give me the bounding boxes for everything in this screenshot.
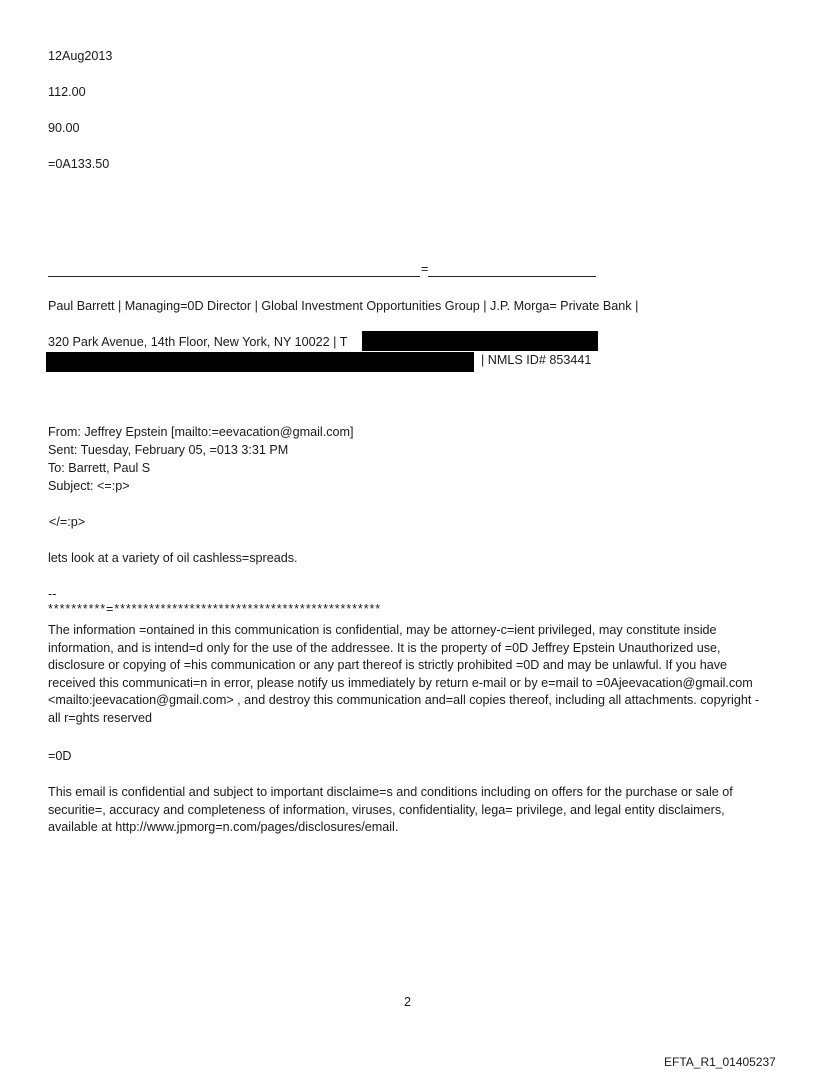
signature-line-3: | NMLS ID# 853441 (481, 353, 592, 367)
separator-mark: = (421, 262, 429, 276)
asterisk-divider: **********=********************************************** (48, 602, 382, 616)
table-value-2: 90.00 (48, 121, 80, 135)
email-to: To: Barrett, Paul S (48, 461, 151, 475)
signature-dashes: -- (48, 587, 57, 601)
signature-line-2: 320 Park Avenue, 14th Floor, New York, NY 10022 | T (48, 335, 348, 349)
document-id: EFTA_R1_01405237 (664, 1055, 776, 1069)
encoded-0d: =0D (48, 749, 72, 763)
email-from: From: Jeffrey Epstein [mailto:=eevacation@gmail.com] (48, 425, 354, 439)
disclaimer-paragraph-2: This email is confidential and subject to important disclaime=s and conditions including on offers for the purchase or sale of securitie=, accuracy and completeness of information, viruses, confidentiality, lega= privilege, and legal entity disclaimers, available at http://www.jpmorg=n.com/pages/disclosures/email. (48, 785, 733, 835)
message-text: lets look at a variety of oil cashless=spreads. (48, 551, 298, 565)
signature-line-1: Paul Barrett | Managing=0D Director | Global Investment Opportunities Group | J.P. Morga= Private Bank | (48, 299, 639, 313)
separator-rule-right (428, 276, 596, 277)
redaction-bar-1 (362, 331, 598, 351)
table-value-3: =0A133.50 (48, 157, 110, 171)
table-value-date: 12Aug2013 (48, 49, 113, 63)
page-number: 2 (404, 995, 412, 1009)
separator-rule-left (48, 276, 420, 277)
disclaimer-paragraph-1: The information =ontained in this communication is confidential, may be attorney-c=ient privileged, may constitute inside information, and is intend=d only for the use of the addressee. It is the property of =0D Jeffrey Epstein Unauthorized use, disclosure or copying of =his communication or any part thereof is strictly prohibited =0D and may be unlawful. If you have received this communicati=n in error, please notify us immediately by return e-mail or by e=mail to =0Ajeevacation@gmail.com <mailto:jeevacation@gmail.com> , and destroy this communication and=all copies thereof, including all attachments. copyright -all r=ghts reserved (48, 623, 760, 725)
email-subject: Subject: <=:p> (48, 479, 130, 493)
paragraph-close-tag: </=:p> (49, 515, 86, 529)
table-value-1: 112.00 (48, 85, 86, 99)
email-sent: Sent: Tuesday, February 05, =013 3:31 PM (48, 443, 289, 457)
redaction-bar-2 (46, 352, 474, 372)
